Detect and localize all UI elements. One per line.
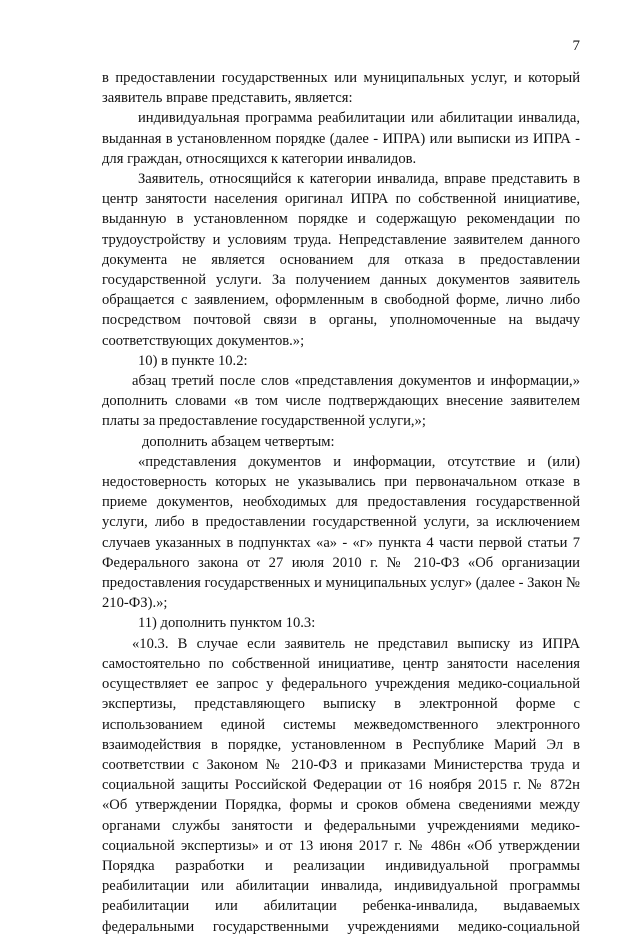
paragraph-ipra-definition: индивидуальная программа реабилитации или абилитации инвалида, выданная в установленном порядке (далее - ИПРА) или выписки из ИПРА - для граждан, относящихся к категории инвалидов.: [102, 110, 580, 167]
page-number: 7: [572, 38, 580, 54]
paragraph-quoted-addition: «представления документов и информации, отсутствие и (или) недостоверность которых не указывались при первоначальном отказе в приеме документов, необходимых для предоставления государственной услуги, либо в предоставлении государственной услуги, за исключением случаев указанных в подпунктах «а» - «г» пункта 4 части первой статьи 7 Федерального закона от 27 июля 2010 г. № 210-ФЗ «Об организации предоставления государственных и муниципальных услуг» (далее - Закон № 210-ФЗ).»;: [102, 453, 580, 612]
paragraph-item-10: 10) в пункте 10.2:: [138, 352, 248, 369]
paragraph-add-fourth: дополнить абзацем четвертым:: [142, 433, 335, 450]
document-body: [102, 68, 580, 937]
paragraph-applicant-right: Заявитель, относящийся к категории инвалида, вправе представить в центр занятости населения оригинал ИПРА по собственной инициативе, выданную в установленном порядке и содержащую рекомендации по трудоустройству и условиям труда. Непредставление заявителем данного документа не является основанием для отказа в предоставлении государственной услуги. За получением данных документов заявитель обращается с заявлением, оформленным в свободной форме, лично либо посредством почтовой связи в органы, уполномоченные на выдачу соответствующих документов.»;: [102, 171, 580, 349]
paragraph-item-11: 11) дополнить пунктом 10.3:: [138, 615, 316, 632]
paragraph-abzac-third: абзац третий после слов «представления документов и информации,» дополнить словами «в том числе подтверждающих внесение заявителем платы за предоставление государственной услуги,»;: [102, 373, 580, 430]
paragraph-10-3: «10.3. В случае если заявитель не представил выписку из ИПРА самостоятельно по собственной инициативе, центр занятости населения осуществляет ее запрос у федерального учреждения медико-социальной экспертизы, представляющего выписку в электронной форме с использованием единой системы межведомственного электронного взаимодействия в порядке, установленном в Республике Марий Эл в соответствии с Законом № 210-ФЗ и приказами Министерства труда и социальной защиты Российской Федерации от 16 ноября 2015 г. № 872н «Об утверждении Порядка, формы и сроков обмена сведениями между органами службы занятости и федеральными учреждениями медико-социальной экспертизы» и от 13 июня 2017 г. № 486н «Об утверждении Порядка разработки и реализации индивидуальной программы реабилитации или абилитации инвалида, индивидуальной программы реабилитации или абилитации ребенка-инвалида, выдаваемых федеральными государственными учреждениями медико-социальной: [102, 635, 580, 935]
paragraph-continuation: в предоставлении государственных или муниципальных услуг, и который заявитель вправе представить, является:: [102, 70, 580, 107]
